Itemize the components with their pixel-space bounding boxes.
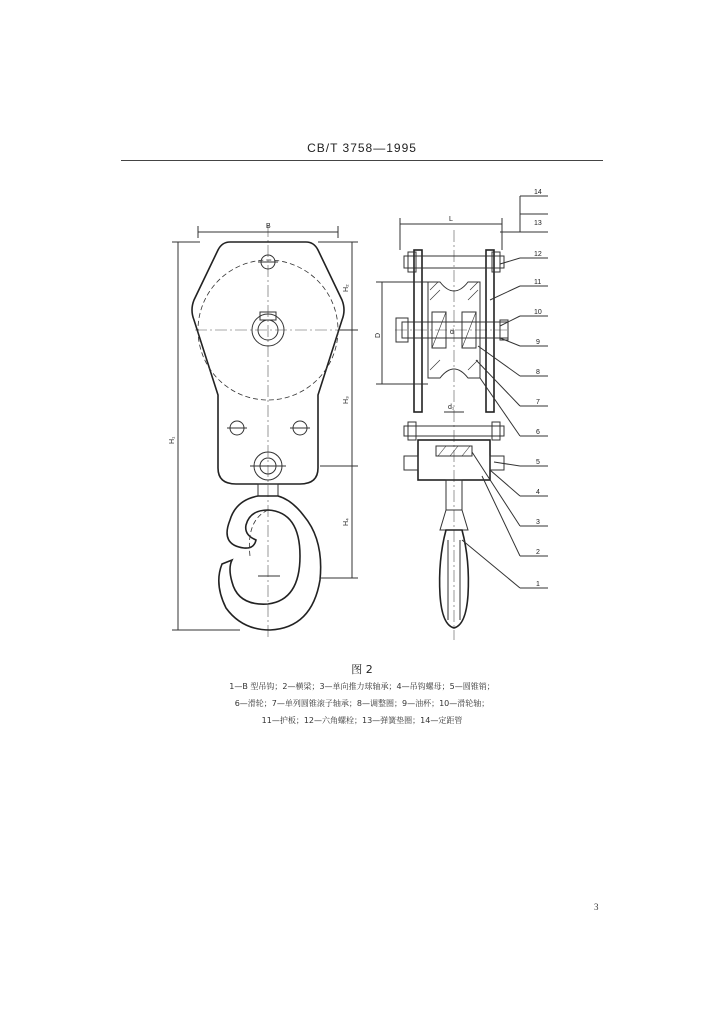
- dim-label-h2: H₂: [343, 284, 350, 292]
- callout-11: 11: [534, 279, 542, 286]
- side-plate-left: [414, 250, 422, 412]
- callout-2: 2: [536, 549, 540, 556]
- legend-line: 1—B 型吊钩；2—横梁；3—单向推力球轴承；4—吊钩螺母；5—圆锥销；: [229, 682, 495, 691]
- page-number: 3: [594, 902, 599, 912]
- callout-6: 6: [536, 429, 540, 436]
- dim-label-l: L: [449, 216, 453, 223]
- callout-14: 14: [534, 189, 542, 196]
- side-view: [375, 216, 510, 640]
- dim-label-h3: H₃: [343, 396, 350, 404]
- standard-number: CB/T 3758—1995: [307, 141, 417, 155]
- legend-line: 11—护板；12—六角螺栓；13—弹簧垫圈；14—定距管: [261, 716, 463, 725]
- callout-column: [462, 189, 548, 588]
- front-view: [169, 223, 358, 640]
- figure-title: 图 2: [351, 663, 373, 676]
- callout-1: 1: [536, 581, 540, 588]
- callout-5: 5: [536, 459, 540, 466]
- legend-line: 6—滑轮；7—单列圆锥滚子轴承；8—调整圈；9—油杯；10—滑轮轴；: [234, 699, 490, 708]
- callout-4: 4: [536, 489, 540, 496]
- callout-3: 3: [536, 519, 540, 526]
- dim-label-d1: d₁: [448, 404, 455, 411]
- dim-label-b: B: [266, 223, 271, 230]
- dim-label-d: D: [375, 332, 382, 338]
- callout-12: 12: [534, 251, 542, 258]
- callout-8: 8: [536, 369, 540, 376]
- dim-label-h4: H₄: [343, 518, 350, 526]
- figure-legend: [180, 678, 544, 729]
- dim-label-d-small: d: [450, 329, 454, 336]
- callout-7: 7: [536, 399, 540, 406]
- callout-9: 9: [536, 339, 540, 346]
- callout-13: 13: [534, 220, 542, 227]
- callout-10: 10: [534, 309, 542, 316]
- hook: [219, 496, 321, 630]
- dim-label-h1: H₁: [169, 436, 176, 444]
